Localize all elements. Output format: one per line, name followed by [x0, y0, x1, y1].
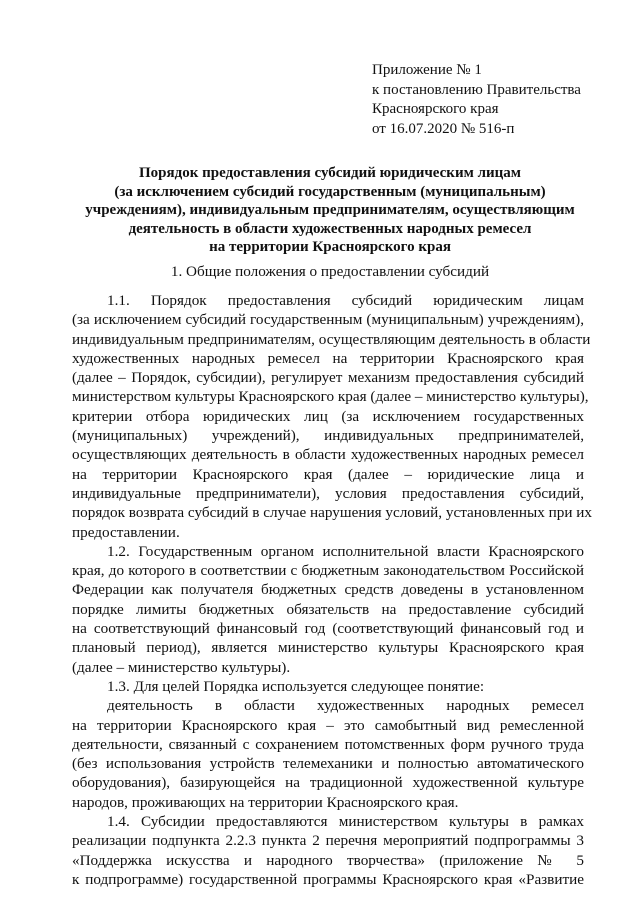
text-line: осуществляющих деятельность в области художественных народных ремесел — [72, 446, 584, 464]
text-line: на соответствующий финансовый год (соответствующий финансовый год и — [72, 620, 584, 638]
paragraph-definition — [72, 696, 584, 812]
text-line: (далее – министерство культуры). — [72, 658, 291, 676]
document-title — [60, 164, 600, 257]
appendix-line: Красноярского края — [372, 101, 499, 117]
document-body — [72, 291, 593, 889]
text-line: художественных народных ремесел на территории Красноярского края — [72, 349, 584, 367]
text-line: «Поддержка искусства и народного творчества» (приложение № 5 — [72, 851, 584, 869]
appendix-line: Приложение № 1 — [372, 62, 482, 78]
text-line: 1.2. Государственным органом исполнительной власти Красноярского — [107, 542, 584, 560]
appendix-line: к постановлению Правительства — [372, 81, 581, 98]
text-line: народов, проживающих на территории Красноярского края. — [72, 793, 459, 811]
section-heading: 1. Общие положения о предоставлении субсидий — [170, 263, 490, 280]
text-line: (муниципальных) учреждений), индивидуальных предпринимателей, — [72, 427, 584, 445]
text-line: оборудования), базирующейся на традиционной художественной культуре — [72, 774, 584, 792]
text-line: критерии отбора юридических лиц (за исключением государственных — [72, 407, 584, 425]
appendix-block — [372, 61, 632, 139]
title-line: на территории Красноярского края — [209, 239, 451, 256]
text-line: края, до которого в соответствии с бюджетным законодательством Российской — [72, 562, 584, 580]
text-line: реализации подпункта 2.2.3 пункта 2 перечня мероприятий подпрограммы 3 — [72, 832, 584, 850]
appendix-line: от 16.07.2020 № 516-п — [372, 120, 515, 137]
text-line: плановый период), является министерство культуры Красноярского края — [72, 639, 584, 657]
text-line: предоставлении. — [72, 523, 180, 541]
title-line: (за исключением субсидий государственным (муниципальным) — [114, 183, 546, 200]
text-line: 1.1. Порядок предоставления субсидий юридическим лицам — [107, 292, 584, 309]
text-line: министерством культуры Красноярского края (далее – министерство культуры), — [72, 388, 589, 406]
text-line: на территории Красноярского края (далее – юридические лица и — [72, 465, 584, 483]
title-line: Порядок предоставления субсидий юридическим лицам — [139, 165, 521, 181]
paragraph-1-4 — [72, 812, 584, 889]
title-line: учреждениям), индивидуальным предпринимателям, осуществляющим — [85, 202, 575, 219]
text-line: (без использования устройств телемеханики и полностью автоматического — [72, 755, 584, 773]
text-line: индивидуальные предприниматели), условия предоставления субсидий, — [72, 484, 584, 502]
text-line: индивидуальным предпринимателям, осуществляющим деятельность в области — [72, 330, 591, 348]
text-line: деятельность в области художественных народных ремесел — [107, 697, 584, 715]
text-line: порядок возврата субсидий в случае нарушения условий, установленных при их — [72, 504, 593, 522]
paragraph-1-1 — [72, 291, 593, 542]
text-line: к подпрограмме) государственной программы Красноярского края «Развитие — [72, 870, 584, 888]
text-line: 1.4. Субсидии предоставляются министерством культуры в рамках — [107, 813, 584, 831]
paragraph-1-3 — [72, 677, 584, 696]
text-line: деятельности, связанный с сохранением потомственных форм ручного труда — [72, 735, 584, 753]
text-line: Федерации как получателя бюджетных средств доведены в установленном — [72, 581, 584, 599]
text-line: (за исключением субсидий государственным (муниципальным) учреждениям), — [72, 311, 584, 329]
text-line: на территории Красноярского края – это самобытный вид ремесленной — [72, 716, 584, 734]
text-line: 1.3. Для целей Порядка используется следующее понятие: — [107, 677, 485, 695]
text-line: порядке лимиты бюджетных обязательств на предоставление субсидий — [72, 600, 584, 618]
text-line: (далее – Порядок, субсидии), регулирует механизм предоставления субсидий — [72, 369, 584, 387]
title-line: деятельность в области художественных народных ремесел — [128, 220, 532, 237]
paragraph-1-2 — [72, 542, 584, 677]
